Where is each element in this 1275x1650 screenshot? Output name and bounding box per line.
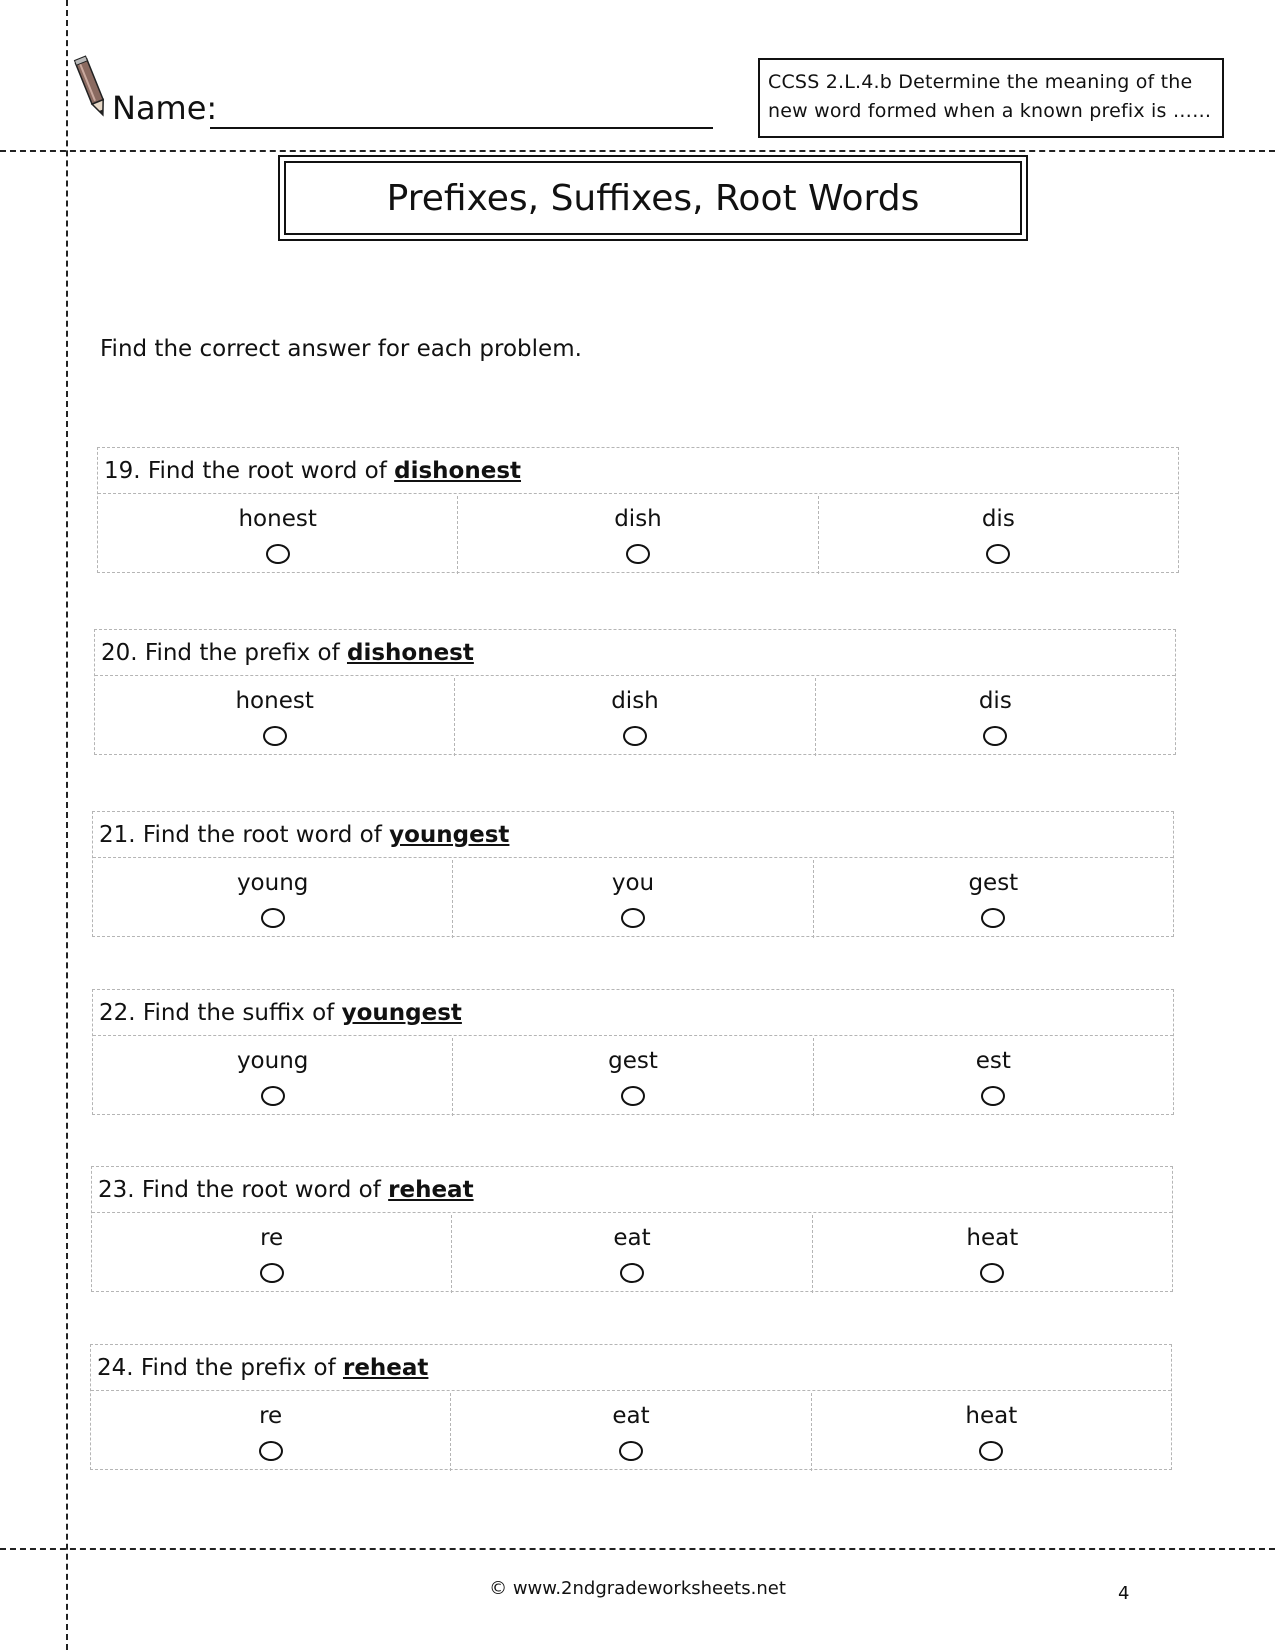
- choice-a[interactable]: [98, 496, 458, 574]
- answer-radio[interactable]: [626, 544, 650, 564]
- choice-b[interactable]: [451, 1393, 811, 1471]
- choice-b[interactable]: [453, 860, 813, 938]
- answer-radio[interactable]: [259, 1441, 283, 1461]
- answer-radio[interactable]: [981, 1086, 1005, 1106]
- question-prompt: [95, 630, 1175, 676]
- question-text: Find the root word of: [147, 458, 387, 484]
- page-title: Prefixes, Suffixes, Root Words: [284, 161, 1022, 235]
- question-19: [97, 447, 1179, 573]
- question-number: 23.: [98, 1177, 135, 1203]
- target-word: dishonest: [346, 640, 474, 666]
- choice-label: heat: [966, 1225, 1019, 1251]
- choice-label: heat: [965, 1403, 1018, 1429]
- choice-label: eat: [613, 1225, 651, 1251]
- choice-label: est: [975, 1048, 1011, 1074]
- choice-label: gest: [608, 1048, 658, 1074]
- answer-radio[interactable]: [266, 544, 290, 564]
- choice-label: re: [259, 1403, 283, 1429]
- question-22: [92, 989, 1174, 1115]
- name-input-line[interactable]: [210, 127, 713, 129]
- answer-radio[interactable]: [261, 908, 285, 928]
- choice-a[interactable]: [93, 860, 453, 938]
- answer-radio[interactable]: [621, 1086, 645, 1106]
- choice-b[interactable]: [458, 496, 818, 574]
- choice-b[interactable]: [455, 678, 815, 756]
- question-text: Find the root word of: [142, 822, 382, 848]
- choice-c[interactable]: [816, 678, 1175, 756]
- question-text: Find the prefix of: [144, 640, 340, 666]
- question-number: 24.: [97, 1355, 134, 1381]
- choice-label: eat: [612, 1403, 650, 1429]
- question-number: 22.: [99, 1000, 136, 1026]
- standard-text: CCSS 2.L.4.b Determine the meaning of the new word formed when a known prefix is ……: [768, 71, 1212, 122]
- target-word: youngest: [341, 1000, 462, 1026]
- question-24: [90, 1344, 1172, 1470]
- answer-radio[interactable]: [981, 908, 1005, 928]
- choice-b[interactable]: [452, 1215, 812, 1293]
- question-prompt: [93, 812, 1173, 858]
- choice-c[interactable]: [812, 1393, 1171, 1471]
- bottom-dashed-divider: [0, 1548, 1275, 1550]
- choice-label: re: [260, 1225, 284, 1251]
- choice-label: gest: [968, 870, 1019, 896]
- answer-radio[interactable]: [260, 1263, 284, 1283]
- target-word: reheat: [342, 1355, 429, 1381]
- choice-label: honest: [238, 506, 317, 532]
- answer-radio[interactable]: [621, 908, 645, 928]
- answer-radio[interactable]: [983, 726, 1007, 746]
- choice-label: dish: [611, 688, 659, 714]
- answer-radio[interactable]: [980, 1263, 1004, 1283]
- answer-radio[interactable]: [979, 1441, 1003, 1461]
- choice-row: [92, 1215, 1172, 1293]
- name-label: Name:: [112, 89, 218, 127]
- question-number: 19.: [104, 458, 141, 484]
- title-frame: [278, 155, 1028, 241]
- answer-radio[interactable]: [986, 544, 1010, 564]
- answer-radio[interactable]: [623, 726, 647, 746]
- question-prompt: [93, 990, 1173, 1036]
- margin-dashed-vertical-line: [66, 0, 68, 1650]
- choice-a[interactable]: [93, 1038, 453, 1116]
- question-21: [92, 811, 1174, 937]
- question-prompt: [91, 1345, 1171, 1391]
- target-word: dishonest: [394, 458, 522, 484]
- pencil-icon: [72, 55, 112, 121]
- choice-label: you: [611, 870, 655, 896]
- choice-a[interactable]: [91, 1393, 451, 1471]
- question-20: [94, 629, 1176, 755]
- choice-row: [95, 678, 1175, 756]
- target-word: reheat: [388, 1177, 474, 1203]
- choice-row: [91, 1393, 1171, 1471]
- choice-row: [98, 496, 1178, 574]
- choice-label: dis: [978, 688, 1012, 714]
- question-number: 21.: [99, 822, 136, 848]
- choice-c[interactable]: [814, 1038, 1173, 1116]
- top-dashed-divider: [0, 150, 1275, 152]
- question-prompt: [92, 1167, 1172, 1213]
- answer-radio[interactable]: [263, 726, 287, 746]
- answer-radio[interactable]: [619, 1441, 643, 1461]
- choice-row: [93, 860, 1173, 938]
- choice-label: honest: [235, 688, 314, 714]
- choice-label: dish: [614, 506, 662, 532]
- choice-row: [93, 1038, 1173, 1116]
- copyright-footer: © www.2ndgradeworksheets.net: [489, 1578, 786, 1599]
- page-number: 4: [1118, 1583, 1130, 1604]
- question-text: Find the suffix of: [142, 1000, 335, 1026]
- question-number: 20.: [101, 640, 138, 666]
- choice-b[interactable]: [453, 1038, 813, 1116]
- target-word: youngest: [389, 822, 510, 848]
- standard-box: [758, 58, 1224, 138]
- choice-c[interactable]: [819, 496, 1178, 574]
- choice-label: dis: [981, 506, 1015, 532]
- answer-radio[interactable]: [261, 1086, 285, 1106]
- choice-c[interactable]: [813, 1215, 1172, 1293]
- choice-label: young: [236, 870, 309, 896]
- choice-a[interactable]: [92, 1215, 452, 1293]
- question-prompt: [98, 448, 1178, 494]
- choice-label: young: [236, 1048, 309, 1074]
- choice-c[interactable]: [814, 860, 1173, 938]
- choice-a[interactable]: [95, 678, 455, 756]
- answer-radio[interactable]: [620, 1263, 644, 1283]
- instructions: Find the correct answer for each problem.: [100, 336, 582, 362]
- question-text: Find the prefix of: [140, 1355, 336, 1381]
- question-text: Find the root word of: [141, 1177, 381, 1203]
- question-23: [91, 1166, 1173, 1292]
